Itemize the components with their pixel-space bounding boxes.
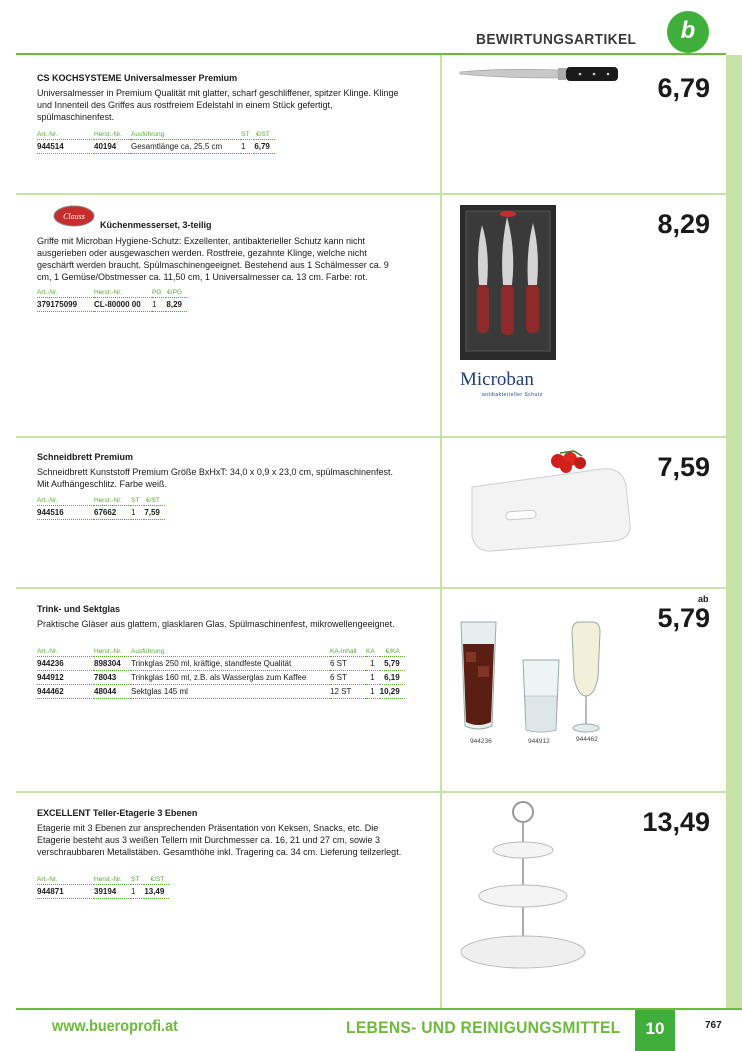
cell-ka: 1 <box>366 671 380 685</box>
col-header: Art.-Nr. <box>37 289 94 298</box>
col-header: Art.-Nr. <box>37 497 94 506</box>
cell-price: 5,79 <box>380 657 405 671</box>
cell-qty: 1 <box>241 140 254 154</box>
cell-price: 6,79 <box>254 140 275 154</box>
section-divider <box>16 791 726 793</box>
cell-ka-inhalt: 6 ST <box>330 671 366 685</box>
chapter-number: 10 <box>635 1010 675 1051</box>
product-title: EXCELLENT Teller-Etagerie 3 Ebenen <box>37 808 198 818</box>
footer-url-link[interactable]: www.bueroprofi.at <box>52 1018 178 1035</box>
cell-ka-inhalt: 6 ST <box>330 657 366 671</box>
section-divider <box>16 193 726 195</box>
cell-herst-nr: 39194 <box>94 885 131 899</box>
col-header: Art.-Nr. <box>37 876 94 885</box>
product-price: 8,29 <box>657 209 710 239</box>
col-header: €/PG <box>166 289 187 298</box>
col-header: €/ST <box>254 131 275 140</box>
col-header: KA <box>366 648 380 657</box>
col-header: Herst.-Nr. <box>94 131 131 140</box>
table-row <box>37 657 405 671</box>
cell-price: 6,19 <box>380 671 405 685</box>
cell-qty: 1 <box>131 506 144 520</box>
product-title: Trink- und Sektglas <box>37 604 121 614</box>
cell-herst-nr: 40194 <box>94 140 131 154</box>
cell-price: 7,59 <box>144 506 165 520</box>
side-band <box>726 55 742 1008</box>
price-prefix: ab <box>698 594 709 604</box>
cell-art-nr: 379175099 <box>37 298 94 312</box>
table-row <box>37 298 187 312</box>
cell-art-nr: 944236 <box>37 657 94 671</box>
image-caption: 944912 <box>528 738 550 745</box>
table-row <box>37 506 165 520</box>
section-divider <box>16 436 726 438</box>
knife-image <box>458 62 620 86</box>
cell-ausfuehrung: Sektglas 145 ml <box>131 685 330 699</box>
cell-ausfuehrung: Trinkglas 160 ml, z.B. als Wasserglas zum Kaffee <box>131 671 330 685</box>
cell-herst-nr: 898304 <box>94 657 131 671</box>
product-title: Küchenmesserset, 3-teilig <box>100 220 212 230</box>
section-badge: b <box>667 11 709 53</box>
col-header: Herst.-Nr. <box>94 289 152 298</box>
col-header: ST <box>131 497 144 506</box>
product-table <box>37 131 275 154</box>
product-title: Schneidbrett Premium <box>37 452 134 462</box>
col-header: €/KA <box>380 648 405 657</box>
col-header: ST <box>131 876 144 885</box>
table-row <box>37 685 405 699</box>
cell-ka: 1 <box>366 685 380 699</box>
product-table <box>37 876 169 899</box>
product-table <box>37 497 165 520</box>
image-caption: 944462 <box>576 736 598 743</box>
col-header: KA-Inhalt <box>330 648 366 657</box>
col-header: Herst.-Nr. <box>94 497 131 506</box>
cell-herst-nr: CL-80000 00 <box>94 298 152 312</box>
microban-subtitle: antibakterieller Schutz <box>482 392 543 398</box>
product-table <box>37 648 405 699</box>
column-divider <box>440 55 442 1008</box>
col-header: €/ST <box>144 876 169 885</box>
cell-art-nr: 944462 <box>37 685 94 699</box>
knife-set-image <box>460 205 556 360</box>
cell-ka-inhalt: 12 ST <box>330 685 366 699</box>
product-table <box>37 289 187 312</box>
etagere-image <box>458 798 588 976</box>
col-header: Ausführung <box>131 131 241 140</box>
product-price: 7,59 <box>657 452 710 482</box>
cell-ausfuehrung: Gesamtlänge ca. 25,5 cm <box>131 140 241 154</box>
cell-ausfuehrung: Trinkglas 250 ml, kräftige, standfeste Qualität <box>131 657 330 671</box>
col-header: Art.-Nr. <box>37 648 94 657</box>
cell-price: 10,29 <box>380 685 405 699</box>
cell-price: 8,29 <box>166 298 187 312</box>
product-description: Praktische Gläser aus glattem, glasklaren Glas. Spülmaschinenfest, mikrowellengeeignet. <box>37 619 395 629</box>
footer-divider <box>16 1008 742 1010</box>
col-header: Ausführung <box>131 648 330 657</box>
cell-qty: 1 <box>131 885 144 899</box>
product-price: 6,79 <box>657 73 710 103</box>
table-row <box>37 885 169 899</box>
col-header: Art.-Nr. <box>37 131 94 140</box>
cell-art-nr: 944516 <box>37 506 94 520</box>
page-number: 767 <box>705 1020 722 1031</box>
cell-herst-nr: 78043 <box>94 671 131 685</box>
cutting-board-image <box>462 447 632 553</box>
col-header: Herst.-Nr. <box>94 876 131 885</box>
cell-price: 13,49 <box>144 885 169 899</box>
cell-herst-nr: 48044 <box>94 685 131 699</box>
table-row <box>37 140 275 154</box>
product-description: Griffe mit Microban Hygiene-Schutz: Exzellenter, antibakterieller Schutz kann nicht ausgerieben oder ausgewaschen werden. Rostfreie, gezahnte Klinge, welche nicht geschärft werden braucht. Spülmaschinengeeignet. Bestehend aus 1 Schälmesser ca. 9 cm, 1 Gemüse/Obstmesser ca. 11,50 cm, 1 Universalmesser ca. 13 cm. Farbe: rot. <box>37 236 389 282</box>
product-description: Universalmesser in Premium Qualität mit glatter, scharf geschliffener, spitzer Klinge. Klinge und Innenteil des Griffes aus rostfreiem Edelstahl in einem Stück gefertigt, spülmaschinenfest. <box>37 88 399 122</box>
col-header: €/ST <box>144 497 165 506</box>
section-title: BEWIRTUNGSARTIKEL <box>476 31 637 48</box>
cell-art-nr: 944514 <box>37 140 94 154</box>
product-description: Etagerie mit 3 Ebenen zur ansprechenden Präsentation von Keksen, Snacks, etc. Die Etagerie besteht aus 3 weißen Tellern mit Durchmesser ca. 16, 21 und 27 cm, sowie 3 verschraubbaren Metallstäben. Gesamthöhe inkl. Tragering ca. 34 cm. Lieferung teilzerlegt. <box>37 823 402 857</box>
col-header: PG <box>152 289 166 298</box>
svg-text:Clauss: Clauss <box>63 212 85 221</box>
product-title: CS KOCHSYSTEME Universalmesser Premium <box>37 73 238 83</box>
glasses-image <box>458 618 608 736</box>
section-divider <box>16 587 726 589</box>
footer-category: LEBENS- UND REINIGUNGSMITTEL <box>346 1018 621 1037</box>
brand-logo <box>53 205 95 227</box>
cell-art-nr: 944871 <box>37 885 94 899</box>
product-price: 13,49 <box>642 807 710 837</box>
cell-art-nr: 944912 <box>37 671 94 685</box>
col-header: ST <box>241 131 254 140</box>
table-row <box>37 671 405 685</box>
product-description: Schneidbrett Kunststoff Premium Größe BxHxT: 34,0 x 0,9 x 23,0 cm, spülmaschinenfest. Mit Aufhängeschlitz. Farbe weiß. <box>37 467 393 489</box>
header-divider <box>16 53 726 55</box>
microban-logo: Microban <box>460 369 534 390</box>
col-header: Herst.-Nr. <box>94 648 131 657</box>
product-price: 5,79 <box>657 603 710 633</box>
cell-herst-nr: 67662 <box>94 506 131 520</box>
cell-ka: 1 <box>366 657 380 671</box>
cell-qty: 1 <box>152 298 166 312</box>
image-caption: 944236 <box>470 738 492 745</box>
